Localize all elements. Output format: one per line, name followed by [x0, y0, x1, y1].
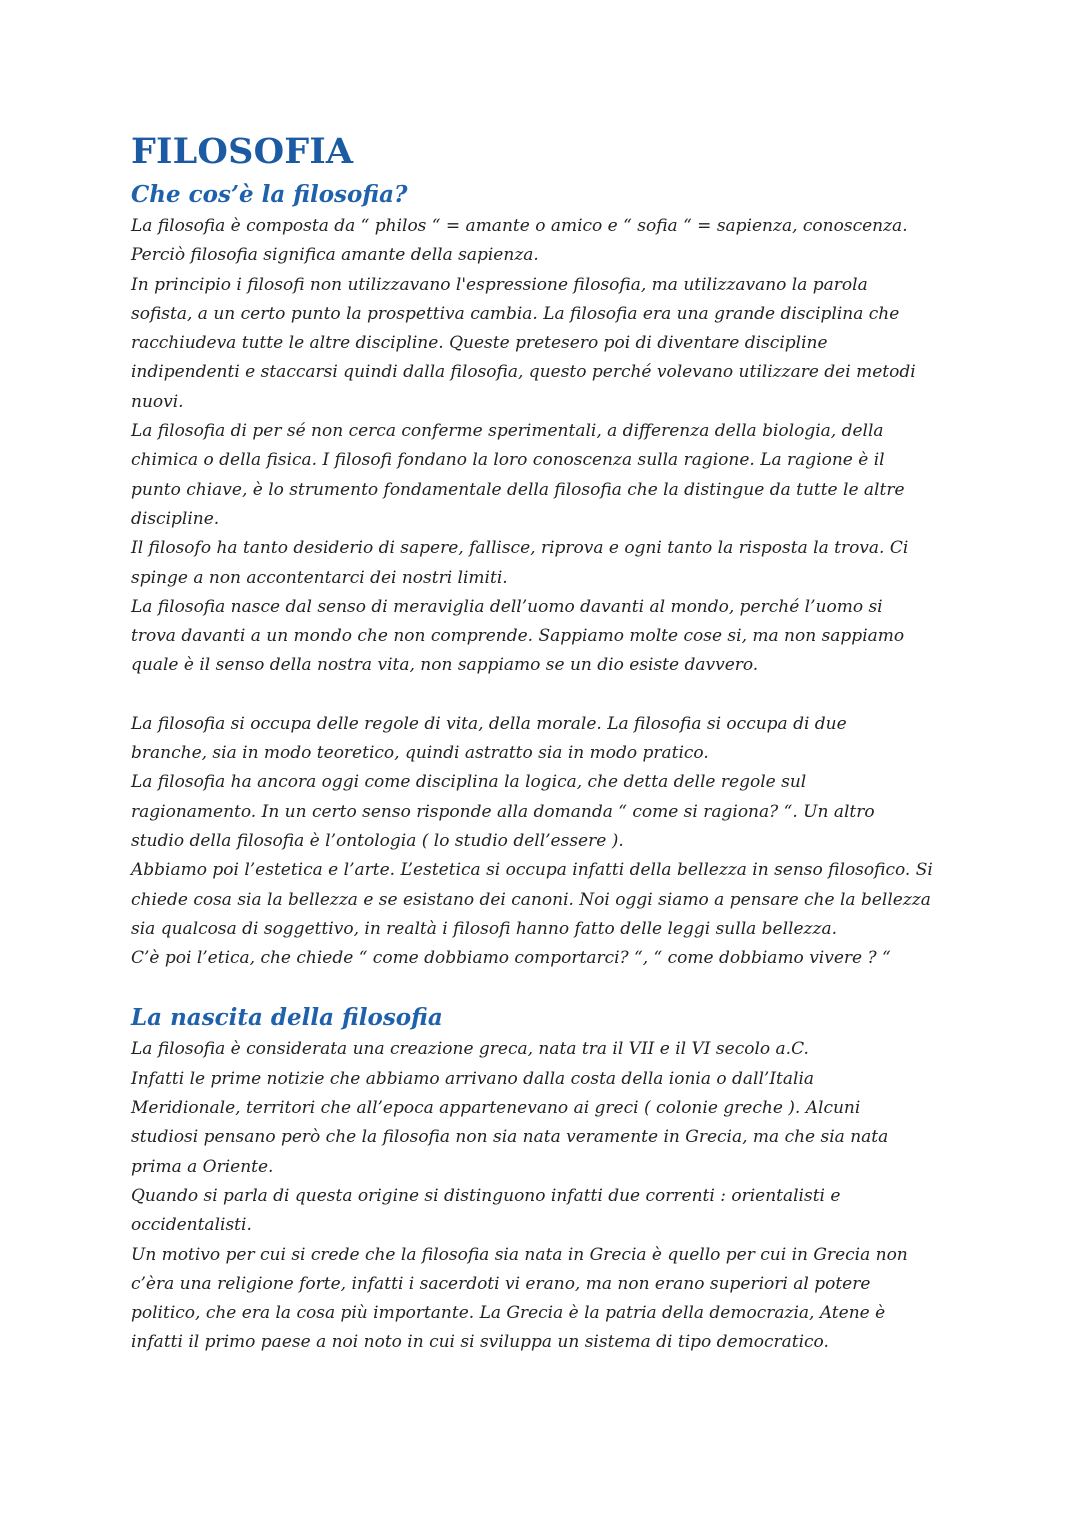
text-line: branche, sia in modo teoretico, quindi astratto sia in modo pratico. — [131, 743, 709, 764]
text-line: punto chiave, è lo strumento fondamentale della filosofia che la distingue da tutte le altre — [131, 479, 905, 500]
paragraph-gap — [131, 681, 961, 710]
text-line: chiede cosa sia la bellezza e se esistano dei canoni. Noi oggi siamo a pensare che la bellezza — [131, 889, 931, 910]
text-line: Infatti le prime notizie che abbiamo arrivano dalla costa della ionia o dall’Italia — [131, 1068, 815, 1089]
text-line: racchiudeva tutte le altre discipline. Queste pretesero poi di diventare discipline — [131, 333, 828, 354]
text-line: nuovi. — [131, 391, 184, 412]
section-body — [131, 212, 961, 973]
text-line: La filosofia si occupa delle regole di vita, della morale. La filosofia si occupa di due — [131, 713, 847, 734]
text-line: Un motivo per cui si crede che la filosofia sia nata in Grecia è quello per cui in Grecia non — [131, 1244, 908, 1265]
text-line: Abbiamo poi l’estetica e l’arte. L’estetica si occupa infatti della bellezza in senso filosofico. Si — [131, 860, 933, 881]
document-title: FILOSOFIA — [131, 131, 354, 172]
text-line: quale è il senso della nostra vita, non sappiamo se un dio esiste davvero. — [131, 655, 759, 676]
text-line: sia qualcosa di soggettivo, in realtà i filosofi hanno fatto delle leggi sulla bellezza. — [131, 918, 837, 939]
text-line: La filosofia nasce dal senso di meraviglia dell’uomo davanti al mondo, perché l’uomo si — [131, 596, 883, 617]
section-heading: La nascita della filosofia — [131, 1004, 443, 1032]
text-line: Meridionale, territori che all’epoca appartenevano ai greci ( colonie greche ). Alcuni — [131, 1098, 861, 1119]
section-heading: Che cos’è la filosofia? — [131, 181, 408, 208]
section-birth-of-philosophy — [131, 1001, 961, 1357]
text-line: La filosofia è considerata una creazione greca, nata tra il VII e il VI secolo a.C. — [131, 1039, 809, 1060]
text-line: infatti il primo paese a noi noto in cui si sviluppa un sistema di tipo democratico. — [131, 1332, 829, 1353]
text-line: ragionamento. In un certo senso risponde alla domanda “ come si ragiona? “. Un altro — [131, 801, 875, 822]
section-body — [131, 1035, 961, 1357]
text-line: sofista, a un certo punto la prospettiva cambia. La filosofia era una grande disciplina che — [131, 303, 900, 324]
text-line: trova davanti a un mondo che non comprende. Sappiamo molte cose si, ma non sappiamo — [131, 626, 905, 647]
text-line: Il filosofo ha tanto desiderio di sapere, fallisce, riprova e ogni tanto la risposta la trova. Ci — [131, 538, 909, 559]
text-line: studiosi pensano però che la filosofia non sia nata veramente in Grecia, ma che sia nata — [131, 1127, 889, 1148]
text-line: politico, che era la cosa più importante. La Grecia è la patria della democrazia, Atene è — [131, 1303, 886, 1324]
text-line: La filosofia di per sé non cerca conferme sperimentali, a differenza della biologia, della — [131, 421, 884, 442]
text-line: prima a Oriente. — [131, 1156, 274, 1177]
text-line: discipline. — [131, 508, 220, 529]
text-line: C’è poi l’etica, che chiede “ come dobbiamo comportarci? “, “ come dobbiamo vivere ? “ — [131, 948, 891, 969]
text-line: Quando si parla di questa origine si distinguono infatti due correnti : orientalisti e — [131, 1185, 841, 1206]
text-line: La filosofia è composta da “ philos “ = amante o amico e “ sofia “ = sapienza, conoscenza. — [131, 216, 908, 236]
text-line: spinge a non accontentarci dei nostri limiti. — [131, 567, 508, 588]
text-line: In principio i filosofi non utilizzavano l'espressione filosofia, ma utilizzavano la parola — [131, 274, 868, 295]
text-line: chimica o della fisica. I filosofi fondano la loro conoscenza sulla ragione. La ragione è il — [131, 450, 885, 471]
text-line: studio della filosofia è l’ontologia ( lo studio dell’essere ). — [131, 830, 624, 851]
text-line: Perciò filosofia significa amante della sapienza. — [131, 245, 539, 266]
text-line: occidentalisti. — [131, 1215, 252, 1236]
text-line: c’èra una religione forte, infatti i sacerdoti vi erano, ma non erano superiori al potere — [131, 1273, 871, 1294]
text-line: La filosofia ha ancora oggi come disciplina la logica, che detta delle regole sul — [131, 772, 807, 793]
section-what-is-philosophy — [131, 178, 961, 973]
document-page — [131, 128, 961, 1358]
text-line: indipendenti e staccarsi quindi dalla filosofia, questo perché volevano utilizzare dei metodi — [131, 362, 916, 383]
